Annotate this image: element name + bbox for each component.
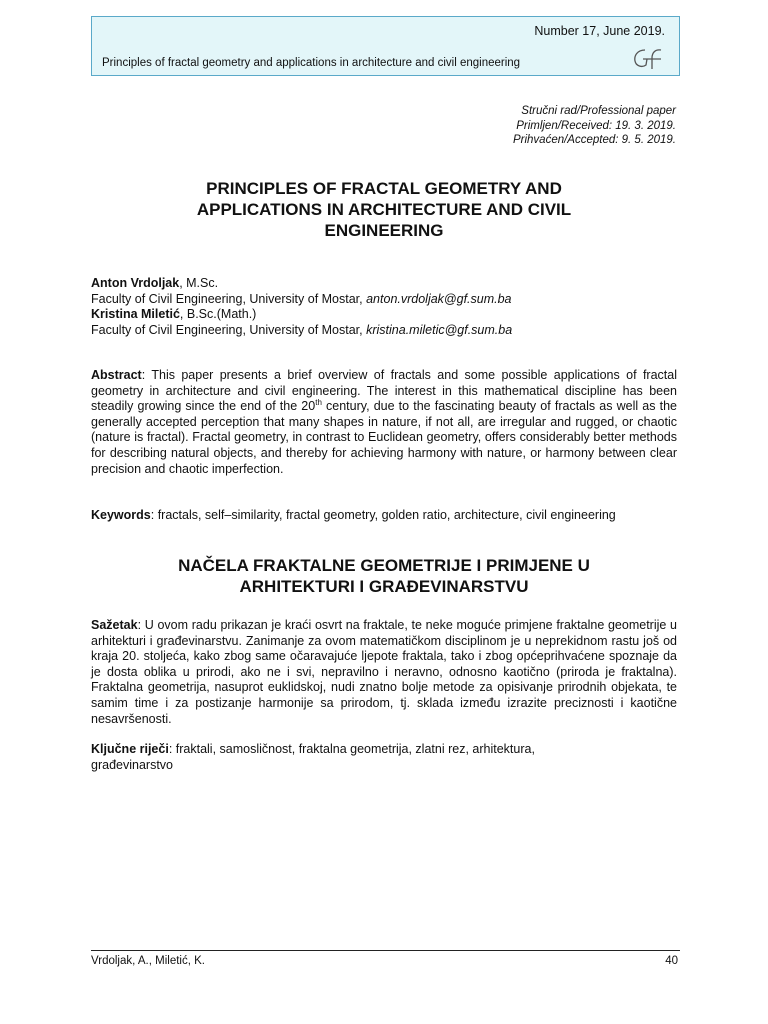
- abstract: [91, 368, 677, 477]
- sazetak-text: : U ovom radu prikazan je kraći osvrt na fraktale, te neke moguće primjene fraktalne geometrije u arhitekturi i građevinarstvu. Zanimanje za ovom matematičkom disciplinom je u neprekidnom rastu još od kraja 20. stoljeća, kako zbog same očaravajuće ljepote fraktala, tako i zbog općeprihvaćene spoznaje da je dosta oblika u prirodi, ako ne i svi, nepravilno i neravno, odnosno kaotično (priroda je fraktalna). Fraktalna geometrija, nasuprot euklidskoj, nudi znatno bolje metode za opisivanje prirodnih objekata, te samim time i za postizanje harmonije sa prirodom, tj. sklada između izrazite preciznosti i kaotične nesavršenosti.: [91, 618, 677, 726]
- kljucne-label: Ključne riječi: [91, 742, 169, 756]
- author-line: [91, 307, 691, 323]
- footer-authors: Vrdoljak, A., Miletić, K.: [91, 955, 205, 967]
- paper-title-hr: [91, 555, 677, 597]
- affiliation-text: Faculty of Civil Engineering, University of Mostar,: [91, 322, 367, 337]
- gf-journal-logo-icon: [631, 47, 665, 71]
- author-degree: , M.Sc.: [179, 276, 219, 290]
- author-affiliation: [91, 323, 691, 339]
- title-hr-line: NAČELA FRAKTALNE GEOMETRIJE I PRIMJENE U: [178, 556, 590, 575]
- issue-number: Number 17, June 2019.: [534, 24, 665, 38]
- abstract-text: : This paper presents a brief overview of fractals and some possible applications of fractal geometry in architecture and civil engineering. The interest in this mathematical discipline has been steadily growing since the end of the 20: [91, 368, 677, 414]
- paper-type: Stručni rad/Professional paper: [521, 105, 676, 117]
- received-date: Primljen/Received: 19. 3. 2019.: [516, 119, 676, 132]
- journal-header: [91, 16, 680, 76]
- affiliation-text: Faculty of Civil Engineering, University of Mostar,: [91, 291, 367, 306]
- keywords: [91, 508, 677, 524]
- author-name: Kristina Miletić: [91, 307, 180, 321]
- author-line: [91, 276, 691, 292]
- paper-meta: [513, 104, 676, 148]
- abstract-label: Abstract: [91, 368, 142, 382]
- keywords-text: : fractals, self–similarity, fractal geometry, golden ratio, architecture, civil engineering: [150, 508, 616, 522]
- title-hr-line: ARHITEKTURI I GRAĐEVINARSTVU: [239, 577, 529, 596]
- kljucne-text: : fraktali, samosličnost, fraktalna geometrija, zlatni rez, arhitektura,: [168, 742, 535, 756]
- accepted-date: Prihvaćen/Accepted: 9. 5. 2019.: [512, 134, 676, 146]
- author-list: [91, 276, 691, 338]
- ordinal-suffix: th: [315, 398, 322, 408]
- author-degree: , B.Sc.(Math.): [179, 307, 257, 321]
- title-en-line: PRINCIPLES OF FRACTAL GEOMETRY AND: [206, 179, 562, 198]
- title-en-line: APPLICATIONS IN ARCHITECTURE AND CIVIL: [196, 200, 572, 219]
- title-en-line: ENGINEERING: [324, 221, 444, 240]
- paper-title-en: [91, 178, 677, 241]
- page-number: 40: [665, 955, 678, 967]
- sazetak: [91, 618, 677, 727]
- author-email[interactable]: anton.vrdoljak@gf.sum.ba: [366, 291, 512, 306]
- kljucne-text: građevinarstvo: [91, 757, 173, 772]
- running-title: Principles of fractal geometry and applications in architecture and civil engineering: [102, 57, 521, 69]
- sazetak-label: Sažetak: [91, 618, 138, 632]
- footer-divider: [91, 950, 680, 951]
- author-name: Anton Vrdoljak: [91, 276, 180, 290]
- abstract-text: century, due to the fascinating beauty of fractals as well as the generally accepted perception that many shapes in nature, if not all, are irregular and rugged, or chaotic (nature is fractal). Fractal geometry, in contrast to Euclidean geometry, offers considerably better methods for describing natural objects, and thereby for achieving harmony with nature, or harmony between clear precision and chaotic imperfection.: [91, 399, 678, 476]
- keywords-label: Keywords: [91, 508, 151, 522]
- author-email[interactable]: kristina.miletic@gf.sum.ba: [366, 322, 513, 337]
- kljucne-rijeci: [91, 742, 677, 773]
- author-affiliation: [91, 292, 691, 308]
